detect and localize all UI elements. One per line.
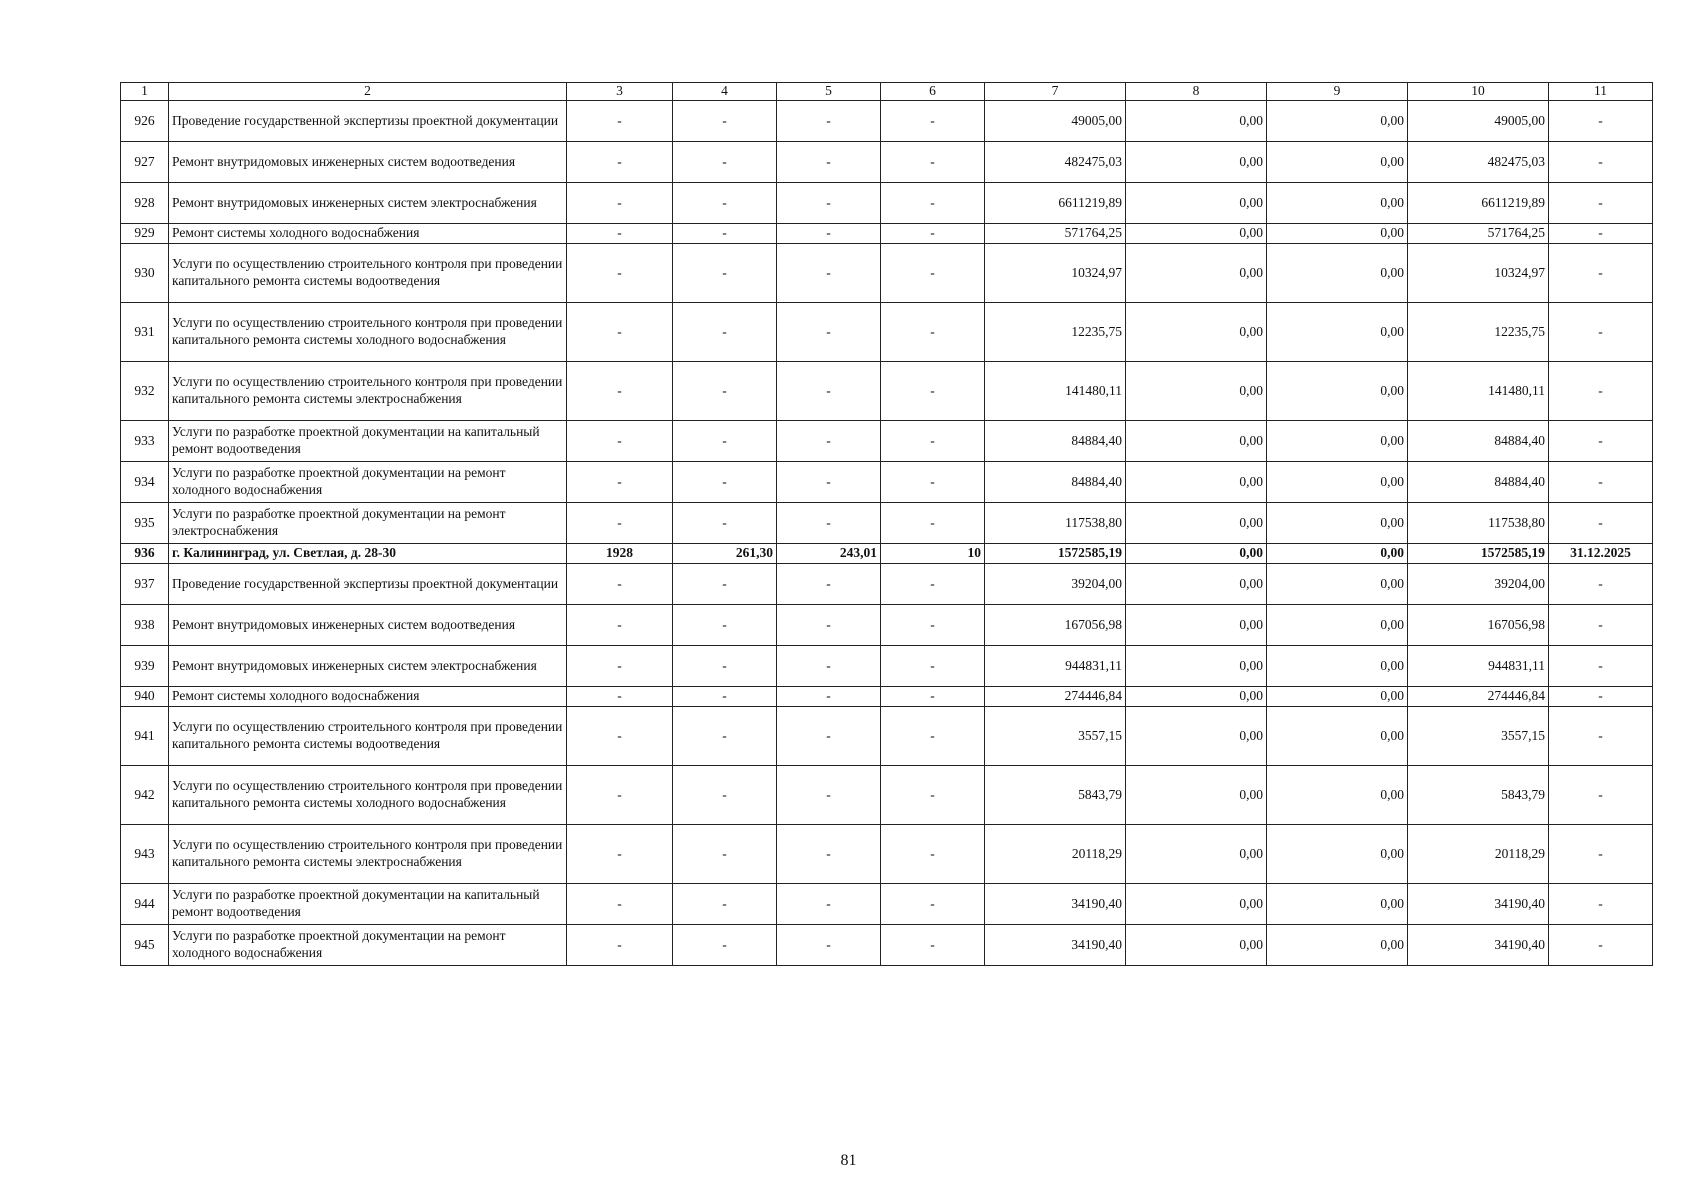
cell-col-7: 274446,84 <box>985 687 1126 707</box>
table-row <box>121 707 1653 766</box>
cell-col-4: - <box>673 687 777 707</box>
row-number: 932 <box>121 362 169 421</box>
cell-col-5: - <box>777 421 881 462</box>
column-header: 4 <box>673 83 777 101</box>
cell-col-5: - <box>777 101 881 142</box>
cell-col-7: 34190,40 <box>985 884 1126 925</box>
cell-col-8: 0,00 <box>1126 362 1267 421</box>
table-row <box>121 101 1653 142</box>
table-row <box>121 646 1653 687</box>
cell-col-8: 0,00 <box>1126 646 1267 687</box>
row-number: 930 <box>121 244 169 303</box>
cell-col-3: - <box>567 707 673 766</box>
cell-col-8: 0,00 <box>1126 244 1267 303</box>
work-description: Услуги по осуществлению строительного контроля при проведении капитального ремонта системы электроснабжения <box>169 362 567 421</box>
cell-col-3: - <box>567 884 673 925</box>
cell-col-10: 84884,40 <box>1408 421 1549 462</box>
table-row <box>121 544 1653 564</box>
cell-col-6: - <box>881 766 985 825</box>
cell-col-3: - <box>567 925 673 966</box>
cell-col-3: - <box>567 142 673 183</box>
cell-col-7: 20118,29 <box>985 825 1126 884</box>
cell-col-3: - <box>567 503 673 544</box>
cell-col-7: 10324,97 <box>985 244 1126 303</box>
cell-col-10: 34190,40 <box>1408 925 1549 966</box>
cell-col-6: - <box>881 142 985 183</box>
cell-col-10: 20118,29 <box>1408 825 1549 884</box>
work-description: Услуги по осуществлению строительного контроля при проведении капитального ремонта системы водоотведения <box>169 707 567 766</box>
cell-col-5: - <box>777 224 881 244</box>
cell-col-11: - <box>1549 362 1653 421</box>
cell-col-11: - <box>1549 142 1653 183</box>
table-row <box>121 825 1653 884</box>
cell-col-10: 49005,00 <box>1408 101 1549 142</box>
cell-col-8: 0,00 <box>1126 564 1267 605</box>
cell-col-7: 944831,11 <box>985 646 1126 687</box>
cell-col-4: - <box>673 707 777 766</box>
table-row <box>121 564 1653 605</box>
cell-col-3: - <box>567 244 673 303</box>
cell-col-3: - <box>567 303 673 362</box>
cell-col-10: 84884,40 <box>1408 462 1549 503</box>
cell-col-9: 0,00 <box>1267 244 1408 303</box>
table-row <box>121 183 1653 224</box>
cell-col-10: 3557,15 <box>1408 707 1549 766</box>
cell-col-10: 117538,80 <box>1408 503 1549 544</box>
row-number: 939 <box>121 646 169 687</box>
table-row <box>121 605 1653 646</box>
cell-col-11: 31.12.2025 <box>1549 544 1653 564</box>
cell-col-5: - <box>777 564 881 605</box>
cell-col-3: - <box>567 687 673 707</box>
cell-col-5: - <box>777 687 881 707</box>
cell-col-8: 0,00 <box>1126 707 1267 766</box>
header-row <box>121 83 1653 101</box>
column-header: 8 <box>1126 83 1267 101</box>
cell-col-7: 571764,25 <box>985 224 1126 244</box>
cell-col-8: 0,00 <box>1126 224 1267 244</box>
work-description: Услуги по разработке проектной документации на ремонт электроснабжения <box>169 503 567 544</box>
cell-col-4: - <box>673 303 777 362</box>
cell-col-4: - <box>673 362 777 421</box>
cell-col-5: - <box>777 183 881 224</box>
cell-col-5: - <box>777 646 881 687</box>
column-header: 11 <box>1549 83 1653 101</box>
cell-col-6: - <box>881 707 985 766</box>
cell-col-3: 1928 <box>567 544 673 564</box>
cell-col-4: - <box>673 142 777 183</box>
cell-col-6: 10 <box>881 544 985 564</box>
cell-col-7: 117538,80 <box>985 503 1126 544</box>
table-row <box>121 766 1653 825</box>
cell-col-3: - <box>567 362 673 421</box>
cell-col-4: - <box>673 101 777 142</box>
cell-col-9: 0,00 <box>1267 925 1408 966</box>
cell-col-6: - <box>881 825 985 884</box>
work-description: Услуги по разработке проектной документации на ремонт холодного водоснабжения <box>169 925 567 966</box>
row-number: 938 <box>121 605 169 646</box>
cell-col-7: 167056,98 <box>985 605 1126 646</box>
cell-col-10: 482475,03 <box>1408 142 1549 183</box>
cell-col-8: 0,00 <box>1126 925 1267 966</box>
cell-col-10: 1572585,19 <box>1408 544 1549 564</box>
cell-col-7: 5843,79 <box>985 766 1126 825</box>
work-description: Проведение государственной экспертизы проектной документации <box>169 564 567 605</box>
cell-col-9: 0,00 <box>1267 564 1408 605</box>
cell-col-4: - <box>673 462 777 503</box>
work-description: Ремонт внутридомовых инженерных систем электроснабжения <box>169 183 567 224</box>
cell-col-8: 0,00 <box>1126 142 1267 183</box>
cell-col-4: - <box>673 766 777 825</box>
cell-col-10: 5843,79 <box>1408 766 1549 825</box>
column-header: 2 <box>169 83 567 101</box>
cell-col-5: - <box>777 362 881 421</box>
cell-col-7: 1572585,19 <box>985 544 1126 564</box>
cell-col-8: 0,00 <box>1126 884 1267 925</box>
cell-col-8: 0,00 <box>1126 766 1267 825</box>
cell-col-10: 39204,00 <box>1408 564 1549 605</box>
cell-col-9: 0,00 <box>1267 766 1408 825</box>
column-header: 9 <box>1267 83 1408 101</box>
table-row <box>121 362 1653 421</box>
cell-col-6: - <box>881 564 985 605</box>
cell-col-10: 34190,40 <box>1408 884 1549 925</box>
cell-col-9: 0,00 <box>1267 605 1408 646</box>
cell-col-10: 571764,25 <box>1408 224 1549 244</box>
table-row <box>121 224 1653 244</box>
cell-col-9: 0,00 <box>1267 421 1408 462</box>
cell-col-3: - <box>567 421 673 462</box>
cell-col-8: 0,00 <box>1126 101 1267 142</box>
table-row <box>121 303 1653 362</box>
data-table <box>120 82 1653 966</box>
work-description: Ремонт системы холодного водоснабжения <box>169 224 567 244</box>
cell-col-4: - <box>673 605 777 646</box>
cell-col-5: - <box>777 766 881 825</box>
cell-col-9: 0,00 <box>1267 687 1408 707</box>
cell-col-9: 0,00 <box>1267 503 1408 544</box>
work-description: Услуги по разработке проектной документации на ремонт холодного водоснабжения <box>169 462 567 503</box>
cell-col-9: 0,00 <box>1267 707 1408 766</box>
cell-col-9: 0,00 <box>1267 101 1408 142</box>
cell-col-3: - <box>567 766 673 825</box>
row-number: 941 <box>121 707 169 766</box>
cell-col-3: - <box>567 183 673 224</box>
cell-col-7: 34190,40 <box>985 925 1126 966</box>
work-description: Услуги по осуществлению строительного контроля при проведении капитального ремонта системы водоотведения <box>169 244 567 303</box>
cell-col-11: - <box>1549 244 1653 303</box>
cell-col-11: - <box>1549 825 1653 884</box>
cell-col-11: - <box>1549 303 1653 362</box>
work-description: Услуги по осуществлению строительного контроля при проведении капитального ремонта системы холодного водоснабжения <box>169 766 567 825</box>
cell-col-7: 39204,00 <box>985 564 1126 605</box>
cell-col-4: - <box>673 646 777 687</box>
work-description: Услуги по осуществлению строительного контроля при проведении капитального ремонта системы холодного водоснабжения <box>169 303 567 362</box>
cell-col-7: 84884,40 <box>985 421 1126 462</box>
cell-col-6: - <box>881 884 985 925</box>
cell-col-4: - <box>673 825 777 884</box>
cell-col-7: 482475,03 <box>985 142 1126 183</box>
cell-col-8: 0,00 <box>1126 183 1267 224</box>
cell-col-9: 0,00 <box>1267 303 1408 362</box>
row-number: 928 <box>121 183 169 224</box>
cell-col-6: - <box>881 503 985 544</box>
cell-col-11: - <box>1549 224 1653 244</box>
table-row <box>121 244 1653 303</box>
cell-col-8: 0,00 <box>1126 303 1267 362</box>
cell-col-3: - <box>567 101 673 142</box>
page-number: 81 <box>840 1152 857 1169</box>
work-description: Проведение государственной экспертизы проектной документации <box>169 101 567 142</box>
table-body <box>121 101 1653 966</box>
table-row <box>121 142 1653 183</box>
row-number: 934 <box>121 462 169 503</box>
cell-col-10: 141480,11 <box>1408 362 1549 421</box>
cell-col-9: 0,00 <box>1267 362 1408 421</box>
cell-col-10: 944831,11 <box>1408 646 1549 687</box>
cell-col-4: - <box>673 183 777 224</box>
cell-col-7: 3557,15 <box>985 707 1126 766</box>
cell-col-8: 0,00 <box>1126 687 1267 707</box>
work-description: Ремонт внутридомовых инженерных систем водоотведения <box>169 605 567 646</box>
cell-col-9: 0,00 <box>1267 142 1408 183</box>
table-row <box>121 421 1653 462</box>
cell-col-10: 274446,84 <box>1408 687 1549 707</box>
row-number: 945 <box>121 925 169 966</box>
cell-col-9: 0,00 <box>1267 646 1408 687</box>
cell-col-10: 10324,97 <box>1408 244 1549 303</box>
cell-col-3: - <box>567 224 673 244</box>
cell-col-5: - <box>777 825 881 884</box>
work-description: Ремонт внутридомовых инженерных систем водоотведения <box>169 142 567 183</box>
cell-col-10: 6611219,89 <box>1408 183 1549 224</box>
cell-col-6: - <box>881 421 985 462</box>
table-row <box>121 687 1653 707</box>
cell-col-8: 0,00 <box>1126 544 1267 564</box>
cell-col-8: 0,00 <box>1126 825 1267 884</box>
cell-col-9: 0,00 <box>1267 544 1408 564</box>
cell-col-7: 84884,40 <box>985 462 1126 503</box>
cell-col-11: - <box>1549 925 1653 966</box>
cell-col-4: - <box>673 421 777 462</box>
column-header: 1 <box>121 83 169 101</box>
cell-col-11: - <box>1549 183 1653 224</box>
cell-col-3: - <box>567 564 673 605</box>
row-number: 942 <box>121 766 169 825</box>
table-row <box>121 462 1653 503</box>
column-header: 6 <box>881 83 985 101</box>
cell-col-5: - <box>777 605 881 646</box>
cell-col-9: 0,00 <box>1267 884 1408 925</box>
cell-col-9: 0,00 <box>1267 825 1408 884</box>
cell-col-5: - <box>777 884 881 925</box>
cell-col-9: 0,00 <box>1267 183 1408 224</box>
cell-col-8: 0,00 <box>1126 462 1267 503</box>
cell-col-5: - <box>777 462 881 503</box>
cell-col-5: - <box>777 303 881 362</box>
row-number: 940 <box>121 687 169 707</box>
cell-col-8: 0,00 <box>1126 503 1267 544</box>
cell-col-4: - <box>673 884 777 925</box>
column-header: 10 <box>1408 83 1549 101</box>
row-number: 927 <box>121 142 169 183</box>
cell-col-6: - <box>881 925 985 966</box>
row-number: 926 <box>121 101 169 142</box>
work-description: Услуги по разработке проектной документации на капитальный ремонт водоотведения <box>169 421 567 462</box>
cell-col-5: - <box>777 142 881 183</box>
cell-col-7: 12235,75 <box>985 303 1126 362</box>
cell-col-5: - <box>777 707 881 766</box>
cell-col-4: 261,30 <box>673 544 777 564</box>
cell-col-6: - <box>881 244 985 303</box>
row-number: 943 <box>121 825 169 884</box>
cell-col-11: - <box>1549 421 1653 462</box>
cell-col-11: - <box>1549 884 1653 925</box>
cell-col-6: - <box>881 183 985 224</box>
work-description: г. Калининград, ул. Светлая, д. 28-30 <box>169 544 567 564</box>
work-description: Услуги по разработке проектной документации на капитальный ремонт водоотведения <box>169 884 567 925</box>
cell-col-6: - <box>881 101 985 142</box>
column-header: 5 <box>777 83 881 101</box>
cell-col-5: - <box>777 244 881 303</box>
table-row <box>121 503 1653 544</box>
table-row <box>121 884 1653 925</box>
cell-col-6: - <box>881 362 985 421</box>
cell-col-4: - <box>673 564 777 605</box>
row-number: 937 <box>121 564 169 605</box>
cell-col-9: 0,00 <box>1267 224 1408 244</box>
cell-col-9: 0,00 <box>1267 462 1408 503</box>
row-number: 929 <box>121 224 169 244</box>
work-description: Ремонт внутридомовых инженерных систем электроснабжения <box>169 646 567 687</box>
cell-col-10: 12235,75 <box>1408 303 1549 362</box>
cell-col-11: - <box>1549 646 1653 687</box>
cell-col-11: - <box>1549 564 1653 605</box>
cell-col-11: - <box>1549 707 1653 766</box>
cell-col-4: - <box>673 224 777 244</box>
row-number: 933 <box>121 421 169 462</box>
cell-col-11: - <box>1549 462 1653 503</box>
row-number: 936 <box>121 544 169 564</box>
row-number: 935 <box>121 503 169 544</box>
cell-col-7: 49005,00 <box>985 101 1126 142</box>
column-header: 3 <box>567 83 673 101</box>
cell-col-6: - <box>881 224 985 244</box>
row-number: 944 <box>121 884 169 925</box>
work-description: Услуги по осуществлению строительного контроля при проведении капитального ремонта системы электроснабжения <box>169 825 567 884</box>
row-number: 931 <box>121 303 169 362</box>
cell-col-11: - <box>1549 605 1653 646</box>
cell-col-6: - <box>881 303 985 362</box>
cell-col-7: 141480,11 <box>985 362 1126 421</box>
cell-col-11: - <box>1549 503 1653 544</box>
cell-col-6: - <box>881 687 985 707</box>
cell-col-3: - <box>567 462 673 503</box>
cell-col-3: - <box>567 646 673 687</box>
cell-col-11: - <box>1549 101 1653 142</box>
cell-col-8: 0,00 <box>1126 605 1267 646</box>
column-header: 7 <box>985 83 1126 101</box>
cell-col-4: - <box>673 503 777 544</box>
cell-col-4: - <box>673 244 777 303</box>
work-description: Ремонт системы холодного водоснабжения <box>169 687 567 707</box>
cell-col-3: - <box>567 825 673 884</box>
cell-col-6: - <box>881 646 985 687</box>
table-row <box>121 925 1653 966</box>
cell-col-10: 167056,98 <box>1408 605 1549 646</box>
cell-col-11: - <box>1549 766 1653 825</box>
cell-col-6: - <box>881 605 985 646</box>
cell-col-5: - <box>777 925 881 966</box>
cell-col-7: 6611219,89 <box>985 183 1126 224</box>
cell-col-6: - <box>881 462 985 503</box>
cell-col-11: - <box>1549 687 1653 707</box>
cell-col-8: 0,00 <box>1126 421 1267 462</box>
cell-col-5: - <box>777 503 881 544</box>
cell-col-4: - <box>673 925 777 966</box>
cell-col-5: 243,01 <box>777 544 881 564</box>
cell-col-3: - <box>567 605 673 646</box>
